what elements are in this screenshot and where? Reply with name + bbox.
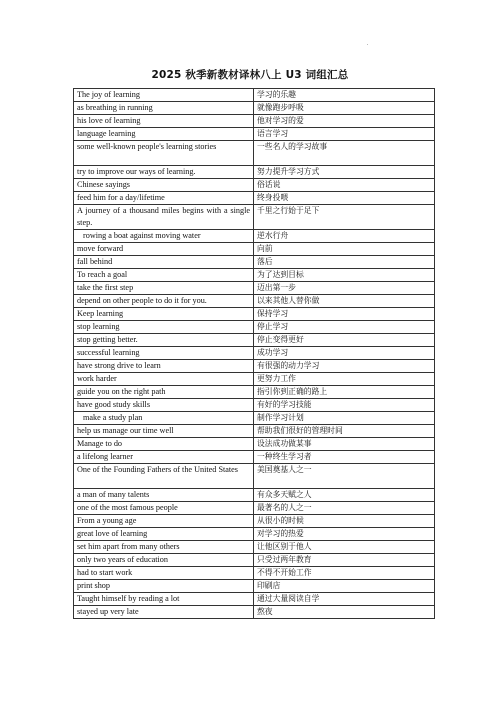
english-phrase-cell: print shop (74, 580, 254, 593)
english-phrase-cell: stop getting better. (74, 334, 254, 347)
table-row (74, 438, 435, 451)
chinese-translation-cell: 有好的学习技能 (254, 399, 435, 412)
table-row (74, 554, 435, 567)
chinese-translation-cell: 他对学习的爱 (254, 115, 435, 128)
chinese-translation-cell: 不得不开始工作 (254, 567, 435, 580)
table-row (74, 243, 435, 256)
table-row (74, 412, 435, 425)
table-row (74, 230, 435, 243)
chinese-translation-cell: 向前 (254, 243, 435, 256)
english-phrase-cell: only two years of education (74, 554, 254, 567)
english-phrase-cell: a lifelong learner (74, 451, 254, 464)
english-phrase-cell: successful learning (74, 347, 254, 360)
chinese-translation-cell: 落后 (254, 256, 435, 269)
chinese-translation-cell: 语言学习 (254, 128, 435, 141)
table-row (74, 606, 435, 619)
chinese-translation-cell: 印刷店 (254, 580, 435, 593)
table-row (74, 373, 435, 386)
chinese-translation-cell: 终身投喂 (254, 192, 435, 205)
chinese-translation-cell: 一种终生学习者 (254, 451, 435, 464)
english-phrase-cell: his love of learning (74, 115, 254, 128)
english-phrase-cell: Keep learning (74, 308, 254, 321)
chinese-translation-cell: 对学习的热爱 (254, 528, 435, 541)
english-phrase-cell: fall behind (74, 256, 254, 269)
chinese-translation-cell: 设法成功做某事 (254, 438, 435, 451)
table-row (74, 567, 435, 580)
english-phrase-cell: great love of learning (74, 528, 254, 541)
english-phrase-cell: have strong drive to learn (74, 360, 254, 373)
english-phrase-cell: language learning (74, 128, 254, 141)
table-row (74, 386, 435, 399)
chinese-translation-cell: 帮助我们很好的管理时间 (254, 425, 435, 438)
chinese-translation-cell: 保持学习 (254, 308, 435, 321)
table-row (74, 308, 435, 321)
english-phrase-cell: To reach a goal (74, 269, 254, 282)
table-row (74, 334, 435, 347)
document-title: 2025 秋季新教材译林八上 U3 词组汇总 (151, 69, 349, 81)
table-row (74, 464, 435, 489)
table-row (74, 399, 435, 412)
english-phrase-cell: work harder (74, 373, 254, 386)
english-phrase-cell: Manage to do (74, 438, 254, 451)
english-phrase-cell: Chinese sayings (74, 179, 254, 192)
table-row (74, 128, 435, 141)
chinese-translation-cell: 就像跑步呼吸 (254, 102, 435, 115)
table-row (74, 489, 435, 502)
chinese-translation-cell: 学习的乐趣 (254, 89, 435, 102)
table-row (74, 282, 435, 295)
chinese-translation-cell: 以来其他人替你做 (254, 295, 435, 308)
chinese-translation-cell: 熬夜 (254, 606, 435, 619)
table-row (74, 102, 435, 115)
english-phrase-cell: From a young age (74, 515, 254, 528)
chinese-translation-cell: 成功学习 (254, 347, 435, 360)
english-phrase-cell: A journey of a thousand miles begins with a single step. (74, 205, 254, 230)
chinese-translation-cell: 迈出第一步 (254, 282, 435, 295)
table-row (74, 269, 435, 282)
english-phrase-cell: take the first step (74, 282, 254, 295)
english-phrase-cell: a man of many talents (74, 489, 254, 502)
table-row (74, 360, 435, 373)
vocabulary-table (73, 88, 435, 619)
table-row (74, 295, 435, 308)
table-row (74, 528, 435, 541)
chinese-translation-cell: 让他区别于他人 (254, 541, 435, 554)
table-row (74, 192, 435, 205)
english-phrase-cell: had to start work (74, 567, 254, 580)
chinese-translation-cell: 指引你到正确的路上 (254, 386, 435, 399)
table-row (74, 89, 435, 102)
chinese-translation-cell: 通过大量阅读自学 (254, 593, 435, 606)
page-dot-mark (367, 44, 368, 45)
table-row (74, 502, 435, 515)
chinese-translation-cell: 努力提升学习方式 (254, 166, 435, 179)
english-phrase-cell: stayed up very late (74, 606, 254, 619)
english-phrase-cell: as breathing in running (74, 102, 254, 115)
english-phrase-cell: One of the Founding Fathers of the United States (74, 464, 254, 489)
chinese-translation-cell: 停止学习 (254, 321, 435, 334)
table-row (74, 256, 435, 269)
chinese-translation-cell: 制作学习计划 (254, 412, 435, 425)
chinese-translation-cell: 最著名的人之一 (254, 502, 435, 515)
table-row (74, 115, 435, 128)
chinese-translation-cell: 有很强的动力学习 (254, 360, 435, 373)
english-phrase-cell: move forward (74, 243, 254, 256)
english-phrase-cell: have good study skills (74, 399, 254, 412)
chinese-translation-cell: 从很小的时候 (254, 515, 435, 528)
table-row (74, 179, 435, 192)
table-row (74, 515, 435, 528)
english-phrase-cell: Taught himself by reading a lot (74, 593, 254, 606)
english-phrase-cell: guide you on the right path (74, 386, 254, 399)
english-phrase-cell: help us manage our time well (74, 425, 254, 438)
english-phrase-cell: make a study plan (74, 412, 254, 425)
table-row (74, 593, 435, 606)
chinese-translation-cell: 停止变得更好 (254, 334, 435, 347)
english-phrase-cell: rowing a boat against moving water (74, 230, 254, 243)
chinese-translation-cell: 俗话说 (254, 179, 435, 192)
chinese-translation-cell: 美国奠基人之一 (254, 464, 435, 489)
table-row (74, 166, 435, 179)
table-row (74, 425, 435, 438)
english-phrase-cell: set him apart from many others (74, 541, 254, 554)
table-row (74, 451, 435, 464)
chinese-translation-cell: 逆水行舟 (254, 230, 435, 243)
english-phrase-cell: feed him for a day/lifetime (74, 192, 254, 205)
table-row (74, 141, 435, 166)
table-row (74, 580, 435, 593)
table-row (74, 541, 435, 554)
table-row (74, 321, 435, 334)
english-phrase-cell: some well-known people's learning stories (74, 141, 254, 166)
table-row (74, 347, 435, 360)
chinese-translation-cell: 一些名人的学习故事 (254, 141, 435, 166)
chinese-translation-cell: 更努力工作 (254, 373, 435, 386)
chinese-translation-cell: 有众多天赋之人 (254, 489, 435, 502)
english-phrase-cell: try to improve our ways of learning. (74, 166, 254, 179)
chinese-translation-cell: 千里之行始于足下 (254, 205, 435, 230)
english-phrase-cell: depend on other people to do it for you. (74, 295, 254, 308)
table-row (74, 205, 435, 230)
chinese-translation-cell: 为了达到目标 (254, 269, 435, 282)
vocabulary-table-body (74, 89, 435, 619)
english-phrase-cell: stop learning (74, 321, 254, 334)
english-phrase-cell: The joy of learning (74, 89, 254, 102)
chinese-translation-cell: 只受过两年教育 (254, 554, 435, 567)
english-phrase-cell: one of the most famous people (74, 502, 254, 515)
